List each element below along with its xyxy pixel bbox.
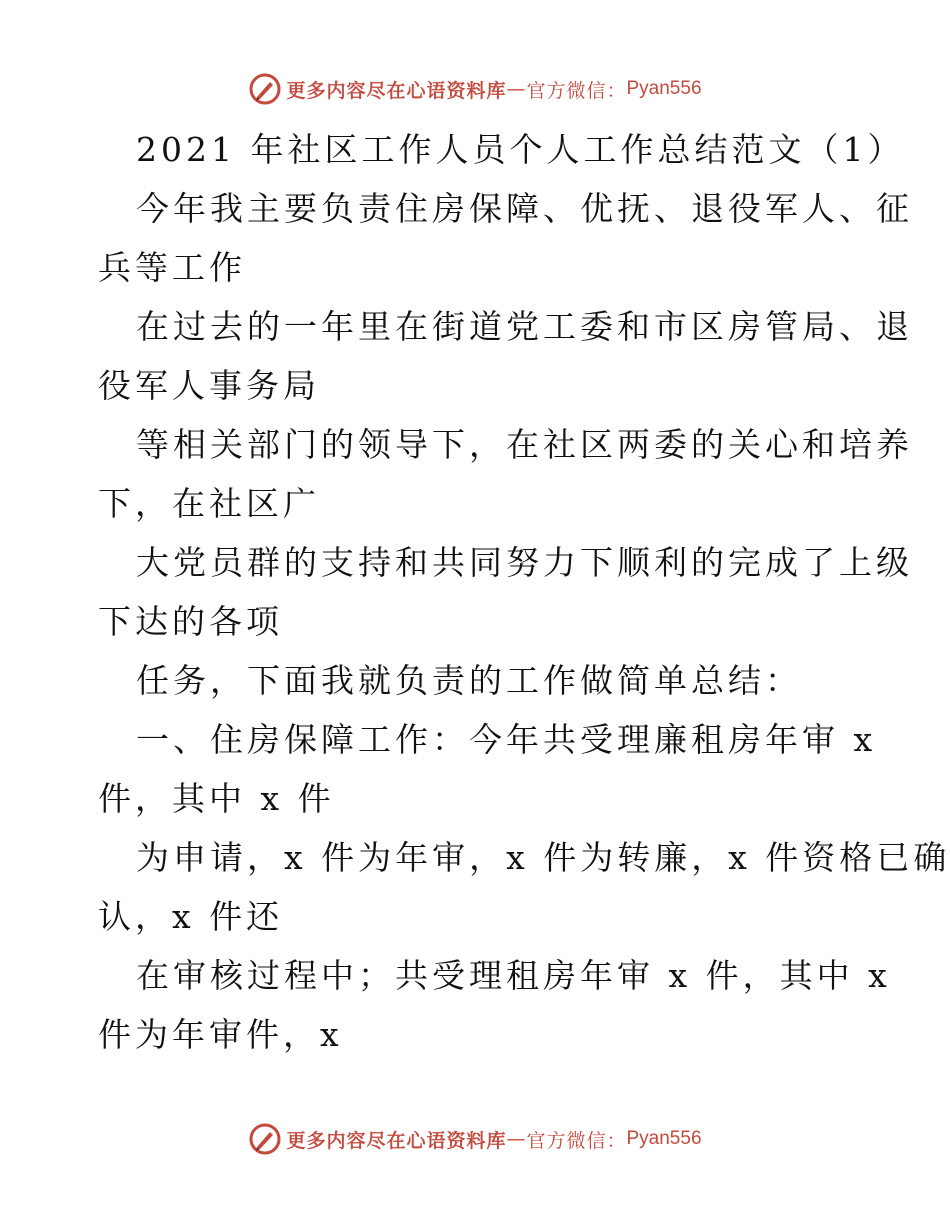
header-brand-text: 更多内容尽在心语资料库: [286, 79, 507, 102]
paragraph-line: 役军人事务局: [98, 366, 320, 405]
paragraph-line: 下，在社区广: [98, 484, 320, 523]
paragraph-line: 下达的各项: [98, 602, 283, 641]
paragraph-line: 今年我主要负责住房保障、优抚、退役军人、征: [136, 189, 913, 228]
header-watermark: [0, 72, 950, 106]
header-dash: —: [506, 78, 527, 100]
paragraph-line: 件，其中 x 件: [98, 779, 335, 818]
footer-dash: —: [506, 1128, 527, 1150]
document-title: 2021 年社区工作人员个人工作总结范文（1）: [136, 130, 905, 169]
footer-brand-text: 更多内容尽在心语资料库: [286, 1129, 507, 1152]
header-wechat-id: Pyan556: [626, 78, 702, 99]
footer-wechat-label: 官方微信：: [526, 1129, 627, 1152]
paragraph-line: 在过去的一年里在街道党工委和市区房管局、退: [136, 307, 913, 346]
footer-wechat-id: Pyan556: [626, 1128, 702, 1149]
paragraph-line: 等相关部门的领导下，在社区两委的关心和培养: [136, 425, 913, 464]
paragraph-line: 大党员群的支持和共同努力下顺利的完成了上级: [136, 543, 913, 582]
pen-circle-logo-icon: [248, 1122, 282, 1156]
paragraph-line: 为申请，x 件为年审，x 件为转廉，x 件资格已确: [136, 838, 950, 877]
paragraph-line: 认，x 件还: [98, 897, 284, 936]
header-wechat-label: 官方微信：: [526, 79, 627, 102]
document-body: [98, 120, 950, 1064]
paragraph-line: 一、住房保障工作：今年共受理廉租房年审 x: [136, 720, 877, 759]
footer-watermark: [0, 1122, 950, 1156]
paragraph-line: 兵等工作: [98, 248, 246, 287]
paragraph-line: 在审核过程中；共受理租房年审 x 件，其中 x: [136, 956, 891, 995]
pen-circle-logo-icon: [248, 72, 282, 106]
paragraph-line: 件为年审件，x: [98, 1015, 343, 1054]
paragraph-line: 任务，下面我就负责的工作做简单总结：: [136, 661, 802, 700]
